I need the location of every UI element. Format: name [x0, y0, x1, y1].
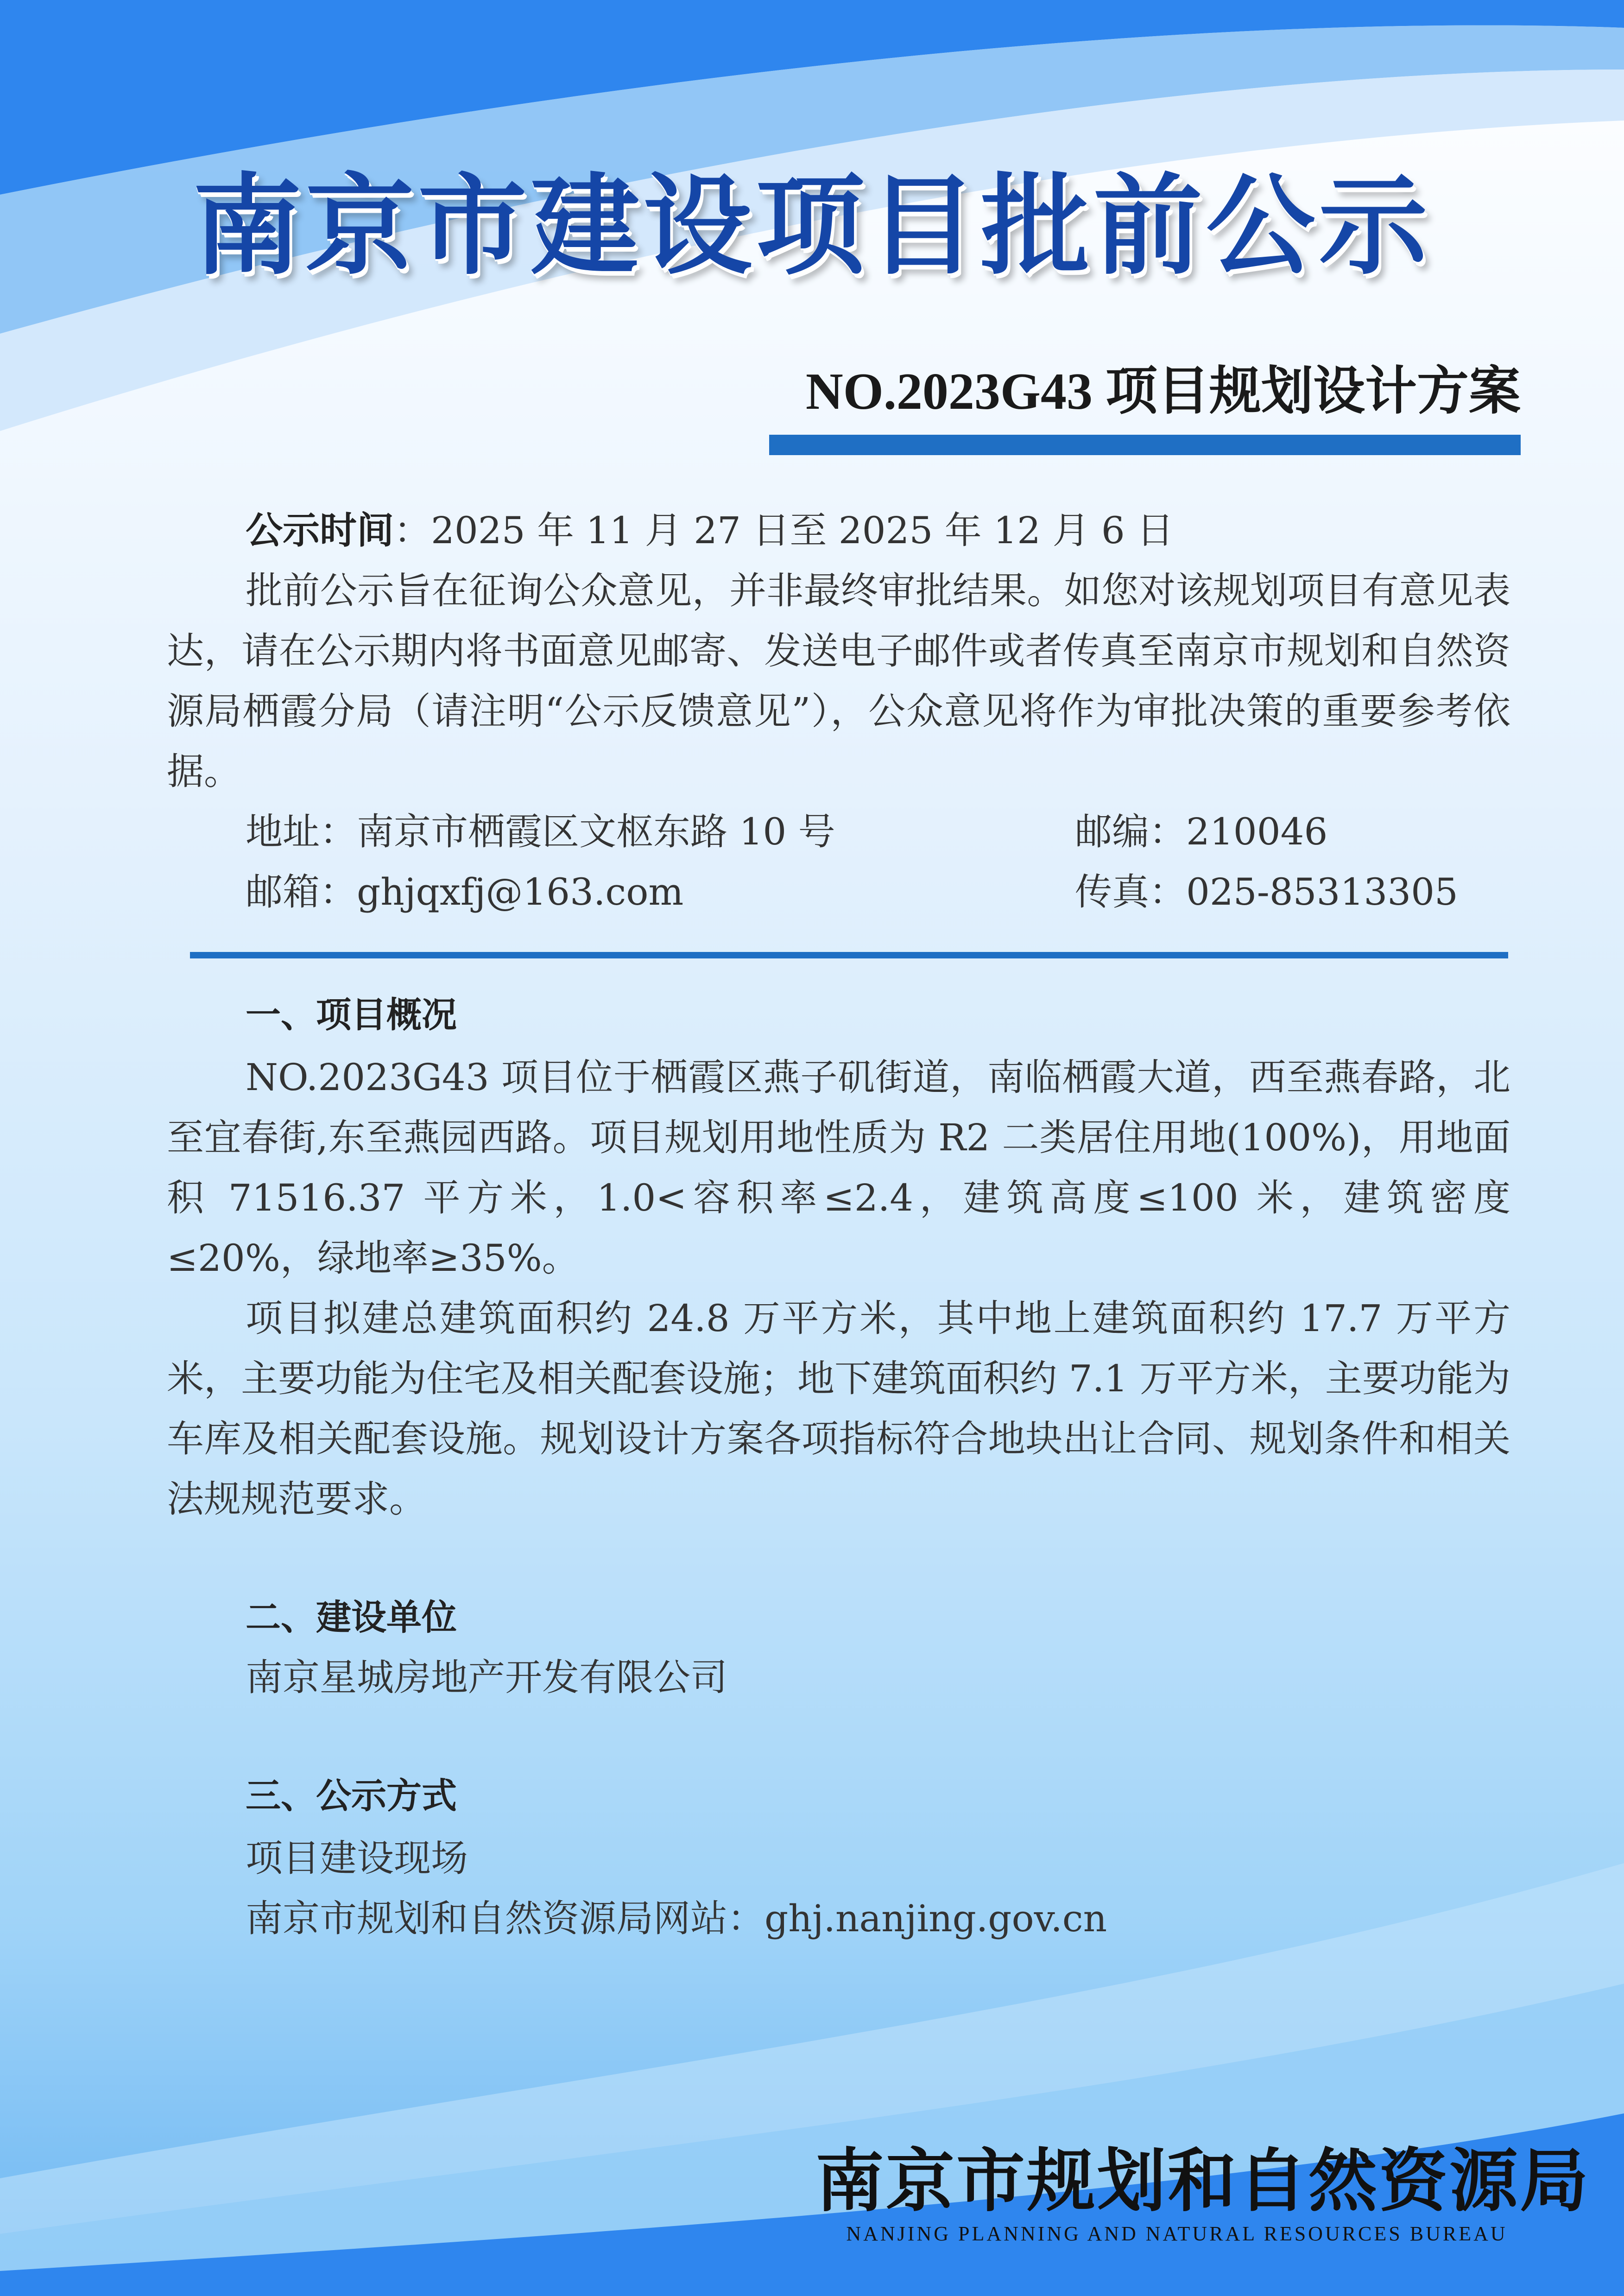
address-text: 地址：南京市栖霞区文枢东路 10 号: [246, 810, 835, 853]
subtitle-underline-bar: [769, 435, 1521, 455]
page-title: 南京市建设项目批前公示: [193, 163, 1431, 290]
publicity-period-value: ：2025 年 11 月 27 日至 2025 年 12 月 6 日: [394, 509, 1174, 552]
contact-info: [246, 802, 1497, 922]
bureau-signature: [815, 2140, 1590, 2248]
project-subtitle: NO.2023G43 项目规划设计方案: [805, 363, 1521, 420]
intro-paragraph: 批前公示旨在征询公众意见，并非最终审批结果。如您对该规划项目有意见表达，请在公示期内将书面意见邮寄、发送电子邮件或者传真至南京市规划和自然资源局栖霞分局（请注明“公示反馈意见”），公众意见将作为审批决策的重要参考依据。: [167, 569, 1510, 793]
bureau-name-cn: 南京市规划和自然资源局: [815, 2140, 1590, 2221]
contact-row: [246, 802, 1497, 862]
publicity-period: [167, 501, 1510, 561]
section-heading-overview: 一、项目概况: [246, 994, 457, 1035]
publicity-method-site: 项目建设现场: [246, 1837, 468, 1880]
section-divider: [190, 952, 1508, 958]
fax-text: 传真：025-85313305: [1075, 870, 1458, 913]
overview-body: [167, 1047, 1510, 1529]
contact-row: [246, 862, 1497, 922]
section-heading-developer: 二、建设单位: [246, 1597, 457, 1638]
bureau-name-en: NANJING PLANNING AND NATURAL RESOURCES BUREAU: [846, 2222, 1508, 2245]
notice-intro: [167, 501, 1510, 802]
section-heading-method: 三、公示方式: [246, 1775, 457, 1816]
developer-name: 南京星城房地产开发有限公司: [246, 1656, 727, 1699]
overview-paragraph: 项目拟建总建筑面积约 24.8 万平方米，其中地上建筑面积约 17.7 万平方米，主要功能为住宅及相关配套设施；地下建筑面积约 7.1 万平方米，主要功能为车库及相关配套设施。规划设计方案各项指标符合地块出让合同、规划条件和相关法规规范要求。: [167, 1297, 1510, 1521]
publicity-method-website: 南京市规划和自然资源局网站：ghj.nanjing.gov.cn: [246, 1897, 1107, 1940]
postcode-text: 邮编：210046: [1075, 810, 1328, 853]
email-text: 邮箱：ghjqxfj@163.com: [246, 870, 684, 913]
overview-paragraph: NO.2023G43 项目位于栖霞区燕子矶街道，南临栖霞大道，西至燕春路，北至宜春街,东至燕园西路。项目规划用地性质为 R2 二类居住用地(100%)，用地面积 71516.37 平方米，1.0<容积率≤2.4，建筑高度≤100 米，建筑密度≤20%，绿地率≥35%。: [167, 1056, 1510, 1280]
publicity-period-label: 公示时间: [246, 509, 394, 552]
subtitle-block: [769, 357, 1521, 455]
